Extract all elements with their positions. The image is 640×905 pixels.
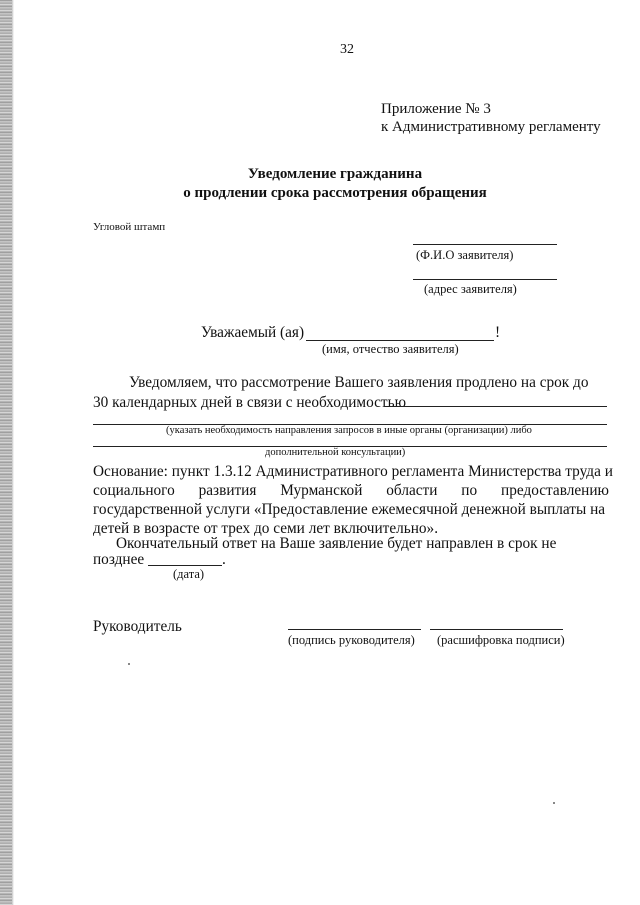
title-line-1: Уведомление гражданина	[247, 166, 423, 182]
greeting-text: Уважаемый (ая)	[201, 324, 305, 341]
basis-word: предоставлению	[501, 482, 609, 499]
necessity-caption-2: дополнительной консультации)	[265, 447, 406, 458]
basis-word: по	[461, 482, 478, 499]
document-title	[0, 165, 640, 203]
basis-word: области	[386, 482, 438, 499]
signature-caption: (подпись руководителя)	[288, 633, 415, 647]
final-answer-prefix: позднее	[93, 551, 145, 568]
basis-line-2	[93, 481, 609, 500]
title-line-2: о продлении срока рассмотрения обращения	[183, 185, 487, 201]
head-title: Руководитель	[93, 618, 182, 635]
greeting-caption: (имя, отчество заявителя)	[322, 342, 459, 356]
scan-border	[0, 0, 12, 905]
signature-decode-caption: (расшифровка подписи)	[437, 633, 565, 647]
basis-word: Мурманской	[280, 482, 363, 499]
basis-word: развития	[198, 482, 257, 499]
date-caption: (дата)	[173, 567, 205, 581]
appendix-reference	[381, 100, 601, 136]
necessity-line-1	[385, 406, 607, 407]
applicant-address-caption: (адрес заявителя)	[424, 282, 517, 296]
scan-speck	[128, 663, 130, 665]
greeting-name-line	[306, 340, 494, 341]
greeting-exclamation: !	[495, 324, 501, 341]
signature-decode-line	[430, 629, 563, 630]
appendix-line-1: Приложение № 3	[381, 101, 491, 117]
page-number: 32	[340, 42, 354, 57]
appendix-line-2: к Административному регламенту	[381, 119, 601, 135]
basis-word: социального	[93, 482, 175, 499]
deadline-line	[148, 565, 222, 566]
corner-stamp-label: Угловой штамп	[93, 221, 166, 233]
basis-line-4: детей в возрасте от трех до семи лет включительно».	[93, 520, 439, 537]
applicant-address-line	[413, 279, 557, 280]
signature-line	[288, 629, 421, 630]
final-answer-line-1: Окончательный ответ на Ваше заявление будет направлен в срок не	[116, 535, 557, 552]
body-line-1: Уведомляем, что рассмотрение Вашего заявления продлено на срок до	[129, 374, 589, 391]
final-answer-suffix: .	[222, 551, 226, 568]
applicant-name-caption: (Ф.И.О заявителя)	[416, 248, 514, 262]
scan-speck	[553, 802, 555, 804]
basis-line-3: государственной услуги «Предоставление ежемесячной денежной выплаты на	[93, 501, 606, 518]
applicant-name-line	[413, 244, 557, 245]
body-line-2: 30 календарных дней в связи с необходимостью	[93, 394, 406, 411]
necessity-caption-1: (указать необходимость направления запросов в иные органы (организации) либо	[166, 425, 532, 436]
basis-line-1: Основание: пункт 1.3.12 Административного регламента Министерства труда и	[93, 463, 613, 480]
